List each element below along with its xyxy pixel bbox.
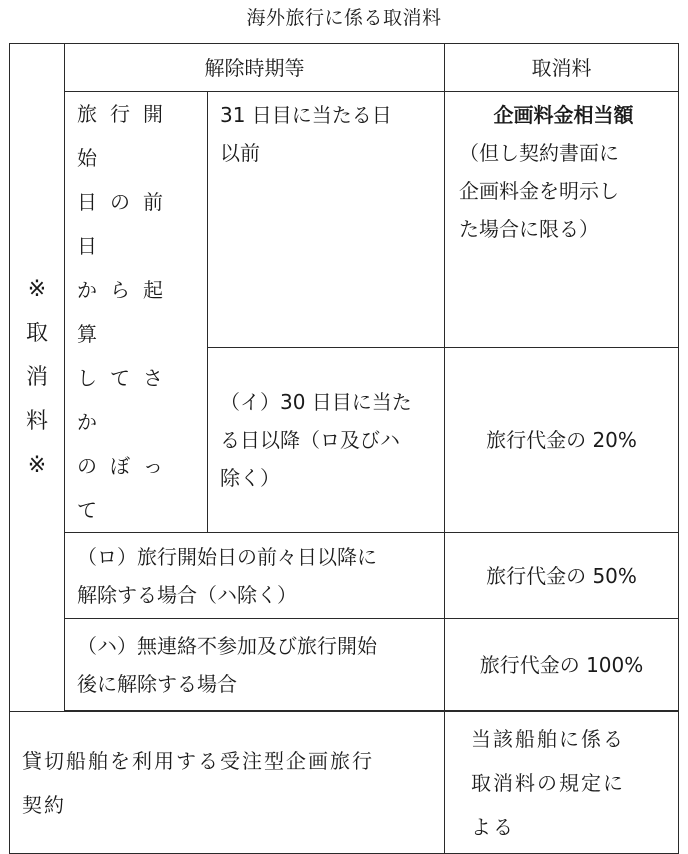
side-label-char: ※ <box>27 276 47 302</box>
condition-line: 除く） <box>220 466 280 491</box>
fee-cell <box>445 712 679 854</box>
condition-line: 契約 <box>22 792 66 817</box>
group-label-cell <box>65 92 208 533</box>
fee-bold-text: 企画料金相当額 <box>493 103 634 127</box>
fee-cell: 旅行代金の 20% <box>445 348 679 533</box>
condition-line: 以前 <box>220 141 260 165</box>
table-row <box>10 712 679 854</box>
header-period: 解除時期等 <box>65 44 445 92</box>
condition-line: る日以降（ロ及びハ <box>220 428 400 453</box>
condition-cell <box>208 92 445 348</box>
condition-line: （イ）30 日目に当た <box>220 390 412 415</box>
condition-line: （ハ）無連絡不参加及び旅行開始 <box>77 633 377 658</box>
cancellation-fee-table <box>9 43 679 854</box>
header-fee: 取消料 <box>445 44 679 92</box>
side-label-cell <box>10 44 65 712</box>
fee-line: よる <box>471 814 515 839</box>
header-row <box>10 44 679 92</box>
side-label-char: ※ <box>27 452 47 478</box>
group-label-line: してさか <box>77 366 176 434</box>
table-row <box>10 92 679 348</box>
side-label-char: 料 <box>25 408 48 434</box>
fee-line: 取消料の規定に <box>471 770 625 795</box>
condition-line: （ロ）旅行開始日の前々日以降に <box>77 544 377 569</box>
side-label-char: 消 <box>25 364 48 390</box>
group-label-line: 日の前日 <box>77 190 176 258</box>
group-label-line: 旅行開始 <box>77 102 176 170</box>
condition-cell <box>208 348 445 533</box>
group-label-line: から起算 <box>77 278 176 346</box>
fee-line: た場合に限る） <box>459 217 599 241</box>
side-label-char: 取 <box>25 320 48 346</box>
fee-line: 企画料金を明示し <box>459 179 619 203</box>
fee-cell <box>445 92 679 348</box>
condition-line: 貸切船舶を利用する受注型企画旅行 <box>22 748 374 773</box>
fee-line: （但し契約書面に <box>459 141 619 165</box>
condition-cell <box>65 619 445 711</box>
fee-cell: 旅行代金の 50% <box>445 533 679 619</box>
fee-cell: 旅行代金の 100% <box>445 619 679 711</box>
condition-line: 解除する場合（ハ除く） <box>77 582 297 607</box>
table-row <box>10 619 679 711</box>
group-label-line: のぼって <box>77 454 176 522</box>
condition-line: 31 日目に当たる日 <box>220 103 392 127</box>
condition-line: 後に解除する場合 <box>77 671 237 696</box>
condition-cell <box>10 712 445 854</box>
fee-line: 当該船舶に係る <box>471 726 625 751</box>
condition-cell <box>65 533 445 619</box>
document-title: 海外旅行に係る取消料 <box>246 7 442 29</box>
table-row <box>10 533 679 619</box>
